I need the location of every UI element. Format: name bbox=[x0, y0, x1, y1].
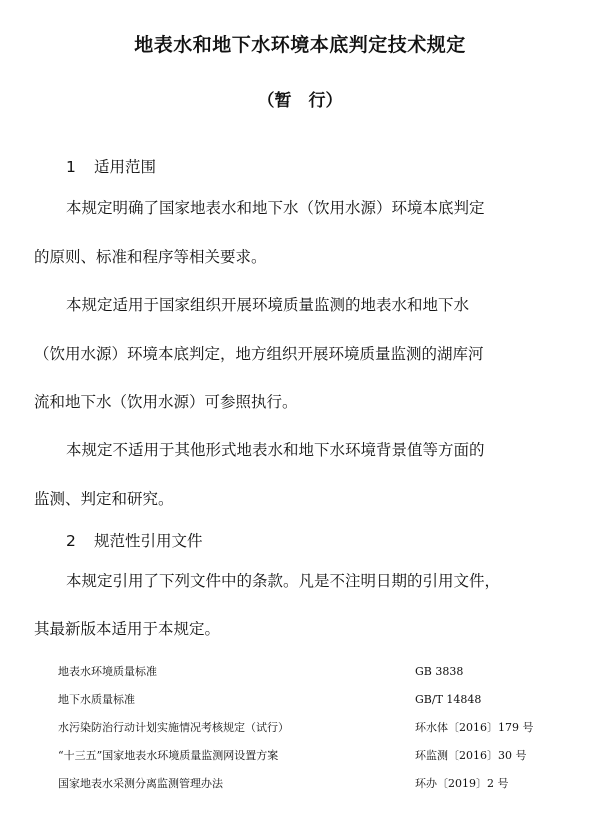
section-heading-2 bbox=[66, 534, 203, 550]
reference-code: 环办〔2019〕2 号 bbox=[415, 777, 509, 790]
section-title: 规范性引用文件 bbox=[94, 532, 203, 550]
paragraph-line: 本规定引用了下列文件中的条款。凡是不注明日期的引用文件， bbox=[66, 572, 501, 590]
paragraph-line: 监测、判定和研究。 bbox=[34, 490, 174, 508]
reference-name: 国家地表水采测分离监测管理办法 bbox=[58, 777, 223, 790]
paragraph-line: （饮用水源）环境本底判定，地方组织开展环境质量监测的湖库河 bbox=[34, 345, 484, 363]
section-number: 1 bbox=[66, 158, 76, 176]
reference-name: “十三五”国家地表水环境质量监测网设置方案 bbox=[58, 749, 279, 762]
reference-code: GB/T 14848 bbox=[415, 693, 482, 706]
section-title: 适用范围 bbox=[94, 158, 157, 176]
reference-code: 环水体〔2016〕179 号 bbox=[415, 721, 534, 734]
reference-name: 地表水环境质量标准 bbox=[58, 665, 157, 678]
paragraph-line: 本规定不适用于其他形式地表水和地下水环境背景值等方面的 bbox=[66, 441, 485, 459]
document-title: 地表水和地下水环境本底判定技术规定 bbox=[134, 34, 466, 56]
section-heading-1 bbox=[66, 160, 156, 176]
paragraph-line: 本规定适用于国家组织开展环境质量监测的地表水和地下水 bbox=[66, 296, 470, 314]
paragraph-line: 其最新版本适用于本规定。 bbox=[34, 620, 221, 638]
reference-name: 水污染防治行动计划实施情况考核规定（试行） bbox=[58, 721, 289, 734]
reference-code: 环监测〔2016〕30 号 bbox=[415, 749, 527, 762]
reference-code: GB 3838 bbox=[415, 665, 464, 678]
paragraph-line: 的原则、标准和程序等相关要求。 bbox=[34, 248, 267, 266]
reference-name: 地下水质量标准 bbox=[58, 693, 135, 706]
paragraph-line: 流和地下水（饮用水源）可参照执行。 bbox=[34, 393, 298, 411]
paragraph-line: 本规定明确了国家地表水和地下水（饮用水源）环境本底判定 bbox=[66, 199, 485, 217]
section-number: 2 bbox=[66, 532, 76, 550]
document-subtitle: （暂 行） bbox=[257, 91, 343, 111]
